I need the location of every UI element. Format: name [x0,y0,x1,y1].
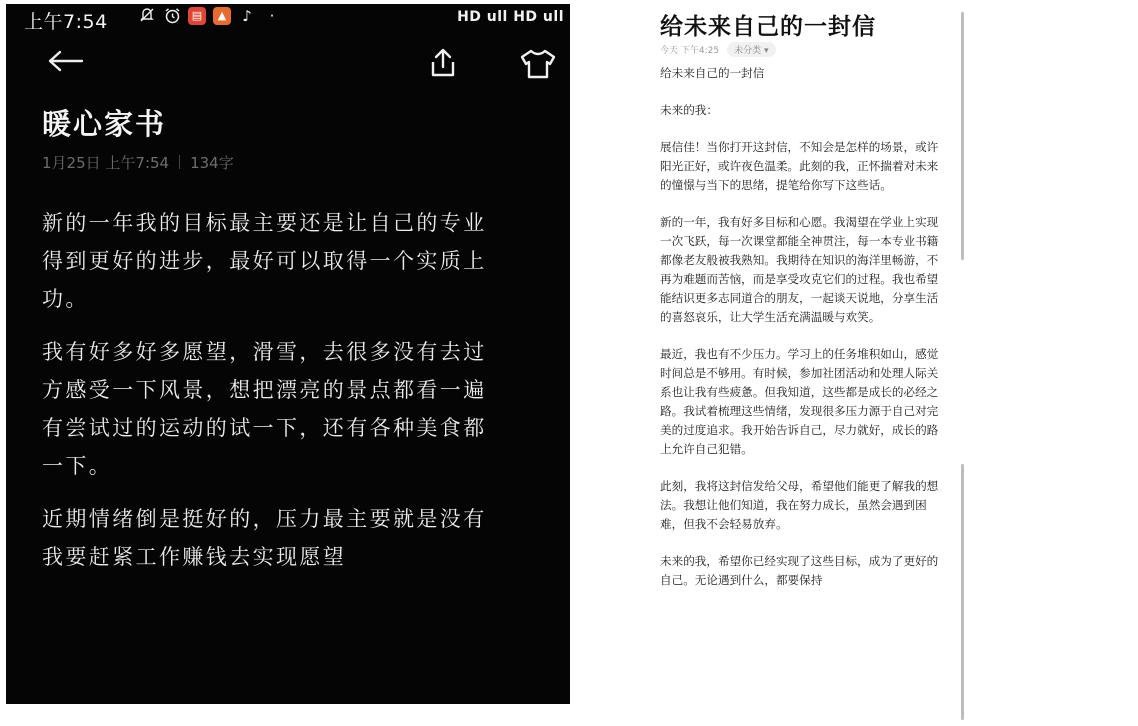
doc-paragraph: 新的一年，我有好多目标和心愿。我渴望在学业上实现一次飞跃，每一次课堂都能全神贯注，每一本专业书籍都像老友般被我熟知。我期待在知识的海洋里畅游，不再为难题而苦恼，而是享受攻克它们的过程。我也希望能结识更多志同道合的朋友，一起谈天说地，分享生活的喜怒哀乐，让大学生活充满温暖与欢笑。 [660,215,939,324]
doc-paragraph: 给未来自己的一封信 [660,66,765,80]
app-notification-icon: ▤ [188,7,206,25]
note-title: 暖心家书 [42,107,167,141]
note-meta [42,152,234,173]
note-body[interactable] [42,204,570,591]
note-paragraph: 新的一年我的目标最主要还是让自己的专业 得到更好的进步，最好可以取得一个实质上 功。 [42,211,487,311]
note-paragraph: 我有好多好多愿望，滑雪，去很多没有去过 方感受一下风景，想把漂亮的景点都看一遍 有尝试过的运动的试一下，还有各种美食都 一下。 [42,340,487,478]
doc-paragraph: 展信佳！当你打开这封信，不知会是怎样的场景，或许阳光正好，或许夜色温柔。此刻的我，正怀揣着对未来的憧憬与当下的思绪，提笔给你写下这些话。 [660,140,939,192]
doc-timestamp: 今天 下午4:25 [660,46,720,56]
phone-screenshot [6,4,570,704]
mute-icon [138,7,156,25]
category-label: 未分类 [734,46,762,56]
alarm-icon [163,7,181,25]
doc-paragraph: 最近，我也有不少压力。学习上的任务堆积如山，感觉时间总是不够用。有时候，参加社团活动和处理人际关系也让我有些疲惫。但我知道，这些都是成长的必经之路。我试着梳理这些情绪，发现很多压力源于自己对完美的过度追求。我开始告诉自己，尽力就好，成长的路上允许自己犯错。 [660,347,939,456]
note-word-count: 134字 [190,154,234,172]
note-toolbar [6,44,570,92]
doc-paragraph: 未来的我，希望你已经实现了这些目标，成为了更好的自己。无论遇到什么，都要保持 [660,554,939,587]
back-arrow-icon[interactable] [46,46,86,80]
scrollbar-upper[interactable] [961,12,964,260]
chevron-down-icon: ▾ [763,46,769,56]
app-notification-icon: ▲ [213,7,231,25]
doc-title: 给未来自己的一封信 [660,14,876,40]
doc-paragraph: 未来的我： [660,103,718,117]
note-paragraph: 近期情绪倒是挺好的，压力最主要就是没有 我要赶紧工作赚钱去实现愿望 [42,507,487,569]
status-time: 上午7:54 [24,11,108,33]
more-dot-icon: · [269,7,275,25]
meta-divider [179,155,180,169]
doc-paragraph: 此刻，我将这封信发给父母，希望他们能更了解我的想法。我想让他们知道，我在努力成长，虽然会遇到困难，但我不会轻易放弃。 [660,479,939,531]
share-icon[interactable] [426,48,460,82]
theme-shirt-icon[interactable] [518,48,558,84]
category-dropdown[interactable] [727,42,775,57]
letter-document [640,0,970,726]
doc-body[interactable] [660,64,942,608]
signal-indicator: HD ull HD ull [457,9,564,25]
status-bar [6,4,570,32]
note-date: 1月25日 上午7:54 [42,154,170,172]
tiktok-icon: ♪ [242,7,252,25]
scrollbar-lower[interactable] [961,464,964,720]
doc-meta [660,42,776,57]
